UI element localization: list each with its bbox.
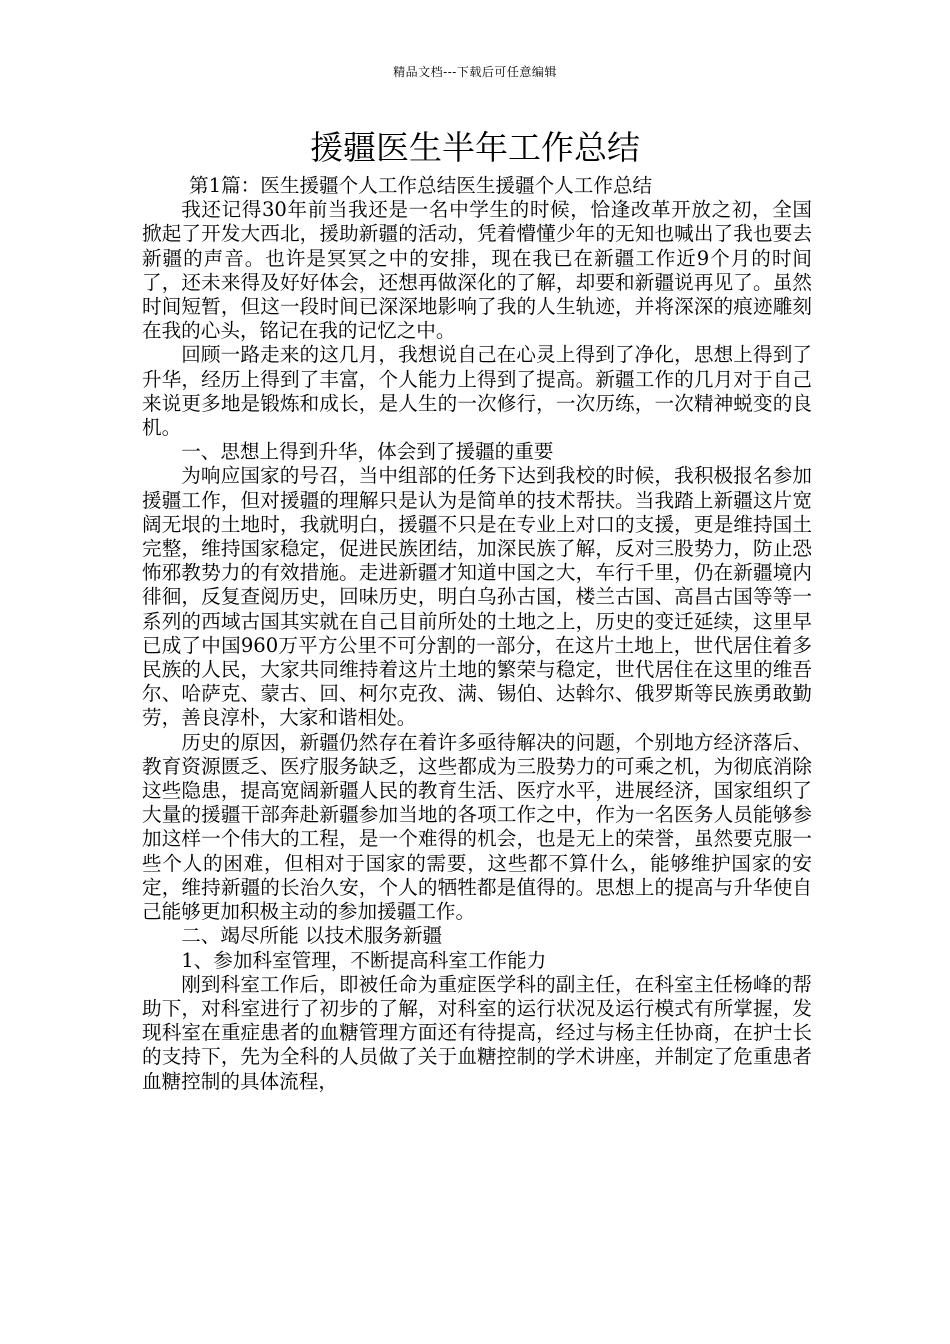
body-paragraph: 历史的原因，新疆仍然存在着许多亟待解决的问题，个别地方经济落后、教育资源匮乏、医疗服务缺乏，这些都成为三股势力的可乘之机，为彻底消除这些隐患，提高宽阔新疆人民的教育生活、医疗水平，进展经济，国家组织了大量的援疆干部奔赴新疆参加当地的各项工作之中，作为一名医务人员能够参加这样一个伟大的工程，是一个难得的机会，也是无上的荣誉，虽然要克服一些个人的困难，但相对于国家的需要，这些都不算什么，能够维护国家的安定，维持新疆的长治久安，个人的牺牲都是值得的。思想上的提高与升华使自己能够更加积极主动的参加援疆工作。 (142, 730, 812, 924)
body-paragraph: 为响应国家的号召，当中组部的任务下达到我校的时候，我积极报名参加援疆工作，但对援疆的理解只是认为是简单的技术帮扶。当我踏上新疆这片宽阔无垠的土地时，我就明白，援疆不只是在专业上对口的支援，更是维持国土完整，维持国家稳定，促进民族团结，加深民族了解，反对三股势力，防止恐怖邪教势力的有效措施。走进新疆才知道中国之大，车行千里，仍在新疆境内徘徊，反复查阅历史，回味历史，明白乌孙古国，楼兰古国、高昌古国等等一系列的西域古国其实就在自己目前所处的土地之上，历史的变迁延续，这里早已成了中国960万平方公里不可分割的一部分，在这片土地上，世代居住着多民族的人民，大家共同维持着这片土地的繁荣与稳定，世代居住在这里的维吾尔、哈萨克、蒙古、回、柯尔克孜、满、锡伯、达斡尔、俄罗斯等民族勇敢勤劳，善良淳朴，大家和谐相处。 (142, 464, 812, 730)
section-heading: 二、竭尽所能 以技术服务新疆 (181, 924, 443, 948)
section-heading: 一、思想上得到升华，体会到了援疆的重要 (181, 440, 554, 464)
body-paragraph: 我还记得30年前当我还是一名中学生的时候，恰逢改革开放之初，全国掀起了开发大西北，援助新疆的活动，凭着懵懂少年的无知也喊出了我也要去新疆的声音。也许是冥冥之中的安排，现在我已在新疆工作近9个月的时间了，还未来得及好好体会，还想再做深化的了解，却要和新疆说再见了。虽然时间短暂，但这一段时间已深深地影响了我的人生轨迹，并将深深的痕迹雕刻在我的心头，铭记在我的记忆之中。 (142, 198, 812, 343)
body-paragraph: 回顾一路走来的这几月，我想说自己在心灵上得到了净化，思想上得到了升华，经历上得到了丰富，个人能力上得到了提高。新疆工作的几月对于自己来说更多地是锻炼和成长，是人生的一次修行，一次历练，一次精神蜕变的良机。 (142, 343, 812, 440)
subsection-heading: 1、参加科室管理，不断提高科室工作能力 (181, 948, 547, 972)
body-paragraph: 刚到科室工作后，即被任命为重症医学科的副主任，在科室主任杨峰的帮助下，对科室进行了初步的了解，对科室的运行状况及运行模式有所掌握，发现科室在重症患者的血糖管理方面还有待提高，经过与杨主任协商，在护士长的支持下，先为全科的人员做了关于血糖控制的学术讲座，并制定了危重患者血糖控制的具体流程， (142, 972, 812, 1093)
chapter-heading: 第1篇：医生援疆个人工作总结医生援疆个人工作总结 (189, 174, 653, 197)
header-note: 精品文档---下载后可任意编辑 (393, 65, 557, 79)
document-body (142, 174, 812, 1094)
document-title: 援疆医生半年工作总结 (310, 128, 640, 167)
